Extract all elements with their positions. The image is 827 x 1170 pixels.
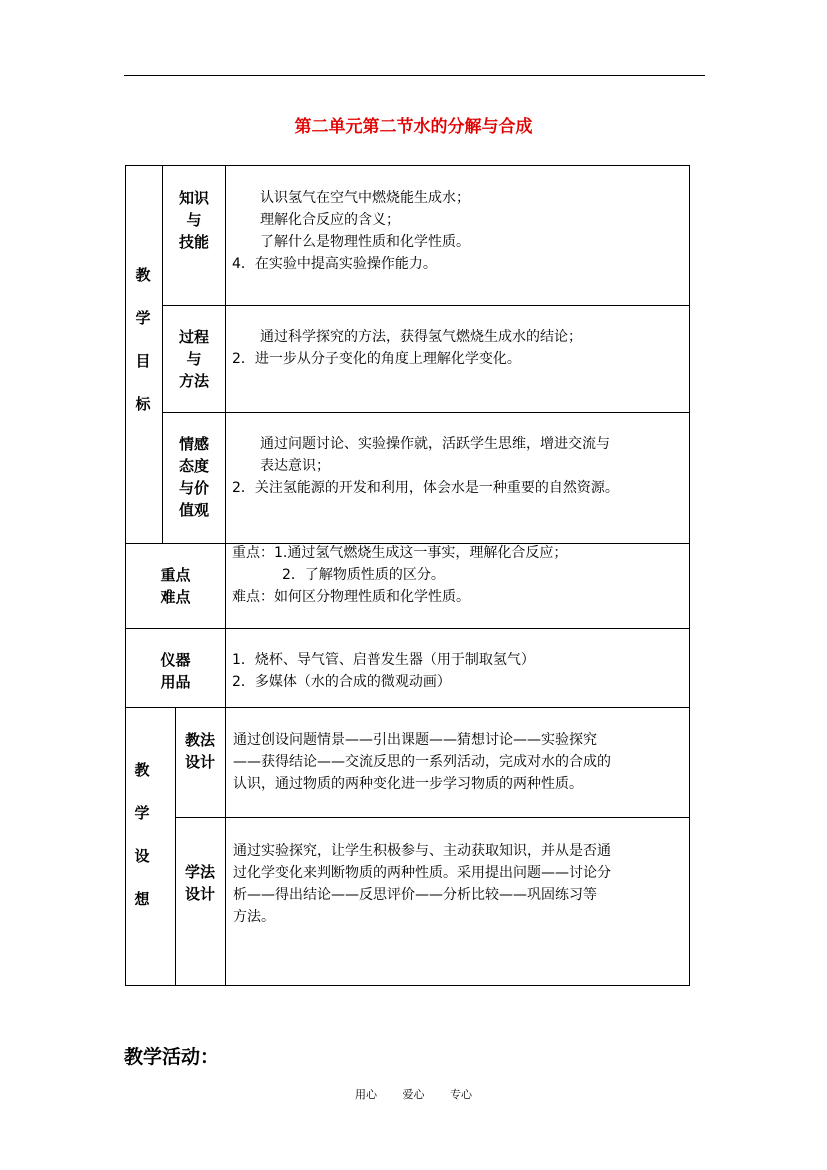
learning-method-label: 学法 设计 [184, 863, 215, 903]
knowledge-skills-content: 认识氢气在空气中燃烧能生成水； 理解化合反应的含义； 了解什么是物理性质和化学性质。 4．在实验中提高实验操作能力。 [232, 190, 470, 272]
goals-label: 教 学 目 标 [135, 266, 151, 413]
equipment-content: 1．烧杯、导气管、启普发生器（用于制取氢气） 2．多媒体（水的合成的微观动画） [232, 652, 535, 690]
page-footer: 用心 爱心 专心 [355, 1088, 472, 1101]
activities-heading: 教学活动： [124, 1046, 220, 1068]
process-method-label: 过程 与 方法 [178, 328, 209, 390]
key-points-content: 重点：1.通过氢气燃烧生成这一事实，理解化合反应； 2．了解物质性质的区分。 难点：如何区分物理性质和化学性质。 [232, 545, 568, 605]
attitude-values-label: 情感 态度 与价 值观 [178, 435, 209, 519]
header-rule [124, 75, 705, 76]
process-method-content: 通过科学探究的方法，获得氢气燃烧生成水的结论； 2．进一步从分子变化的角度上理解化学变化。 [232, 329, 582, 367]
document-title: 第二单元第二节水的分解与合成 [294, 117, 533, 137]
design-label: 教 学 设 想 [134, 761, 150, 908]
attitude-values-content: 通过问题讨论、实验操作就，活跃学生思维，增进交流与 表达意识； 2．关注氢能源的开发和利用，体会水是一种重要的自然资源。 [232, 436, 619, 496]
teaching-method-label: 教法 设计 [184, 731, 215, 771]
knowledge-skills-label: 知识 与 技能 [178, 189, 209, 251]
teaching-method-content: 通过创设问题情景——引出课题——猜想讨论——实验探究 ——获得结论——交流反思的一系列活动，完成对水的合成的 认识，通过物质的两种变化进一步学习物质的两种性质。 [233, 732, 611, 792]
learning-method-content: 通过实验探究，让学生积极参与、主动获取知识，并从是否通 过化学变化来判断物质的两种性质。采用提出问题——讨论分 析——得出结论——反思评价——分析比较——巩固练习等 方法。 [233, 843, 611, 925]
key-points-label: 重点 难点 [160, 566, 191, 606]
equipment-label: 仪器 用品 [160, 651, 191, 691]
